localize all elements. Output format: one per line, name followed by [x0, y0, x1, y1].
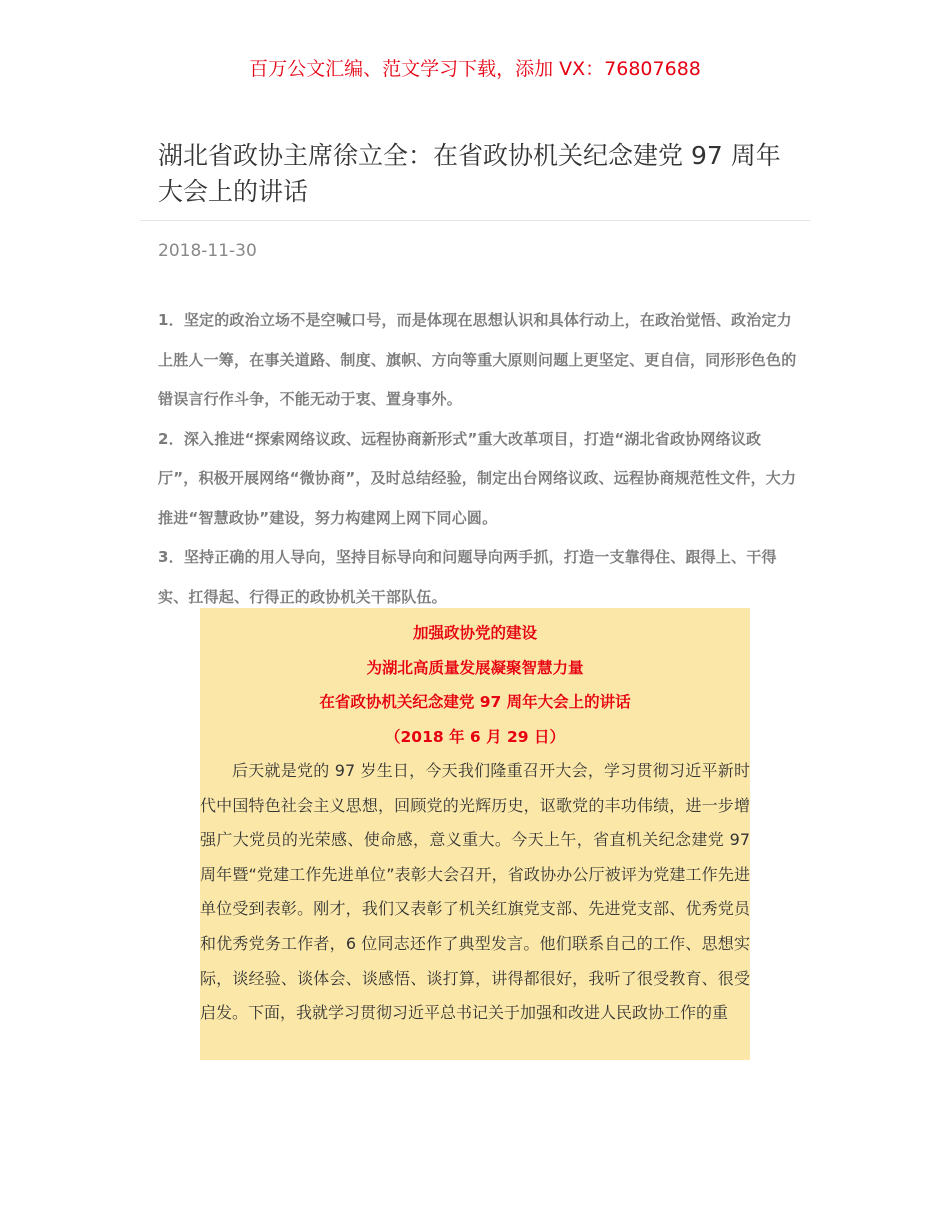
title-divider [140, 220, 810, 221]
speech-heading-3: 在省政协机关纪念建党 97 周年大会上的讲话 [319, 693, 631, 711]
key-points [158, 301, 798, 617]
speech-heading-2: 为湖北高质量发展凝聚智慧力量 [366, 658, 584, 677]
speech-body-paragraph: 后天就是党的 97 岁生日，今天我们隆重召开大会，学习贯彻习近平新时代中国特色社会主义思想，回顾党的光辉历史，讴歌党的丰功伟绩，进一步增强广大党员的光荣感、使命感，意义重大。今天上午，省直机关纪念建党 97 周年暨“党建工作先进单位”表彰大会召开，省政协办公厅被评为党建工作先进单位受到表彰。刚才，我们又表彰了机关红旗党支部、先进党支部、优秀党员和优秀党务工作者，6 位同志还作了典型发言。他们联系自己的工作、思想实际，谈经验、谈体会、谈感悟、谈打算，讲得都很好，我听了很受教育、很受启发。下面，我就学习贯彻习近平总书记关于加强和改进人民政协工作的重 [200, 761, 750, 1023]
publish-date: 2018-11-30 [158, 241, 257, 261]
speech-heading-1: 加强政协党的建设 [412, 624, 537, 642]
article-title: 湖北省政协主席徐立全：在省政协机关纪念建党 97 周年大会上的讲话 [158, 141, 781, 206]
header-banner: 百万公文汇编、范文学习下载，添加 VX：76807688 [249, 58, 701, 80]
key-point-1: 1．坚定的政治立场不是空喊口号，而是体现在思想认识和具体行动上，在政治觉悟、政治定力上胜人一筹，在事关道路、制度、旗帜、方向等重大原则问题上更坚定、更自信，同形形色色的错误言行作斗争，不能无动于衷、置身事外。 [158, 311, 797, 408]
key-point-3: 3．坚持正确的用人导向，坚持目标导向和问题导向两手抓，打造一支靠得住、跟得上、干得实、扛得起、行得正的政协机关干部队伍。 [158, 548, 777, 606]
speech-excerpt [200, 608, 750, 1060]
speech-date: （2018 年 6 月 29 日） [385, 727, 565, 746]
key-point-2: 2．深入推进“探索网络议政、远程协商新形式”重大改革项目，打造“湖北省政协网络议政厅”，积极开展网络“微协商”，及时总结经验，制定出台网络议政、远程协商规范性文件，大力推进“智慧政协”建设，努力构建网上网下同心圆。 [158, 429, 797, 527]
